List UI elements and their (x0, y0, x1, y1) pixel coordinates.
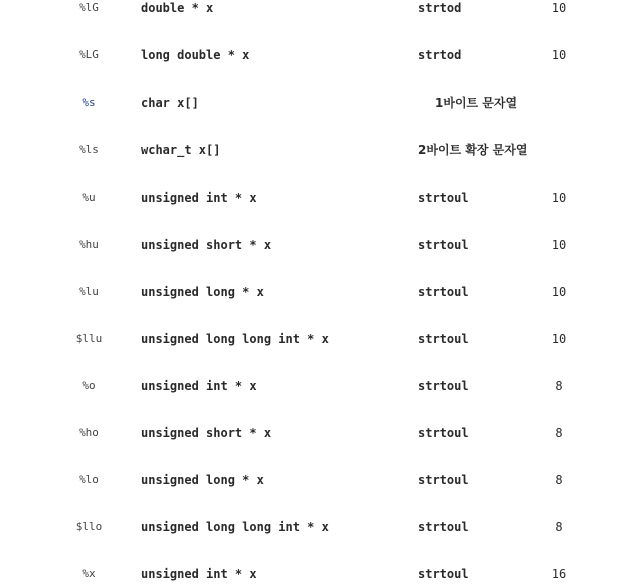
format-specifier: %lo (79, 473, 99, 486)
format-specifier: %ls (79, 143, 99, 156)
numeric-base: 10 (551, 285, 567, 299)
conversion-function: strtod (418, 48, 462, 62)
conversion-function: strtod (418, 1, 462, 15)
conversion-function: 1바이트 문자열 (435, 96, 518, 110)
argument-type: wchar_t x[] (141, 143, 221, 157)
argument-type: unsigned short * x (141, 426, 272, 440)
format-specifier: %s (82, 96, 96, 109)
numeric-base: 10 (551, 48, 567, 62)
format-specifier: %ho (79, 426, 99, 439)
format-specifier: $llo (75, 520, 103, 533)
table-row (0, 516, 625, 538)
table-row (0, 422, 625, 444)
conversion-function: strtoul (418, 567, 469, 581)
format-specifier: %x (82, 567, 96, 580)
argument-type: unsigned int * x (141, 567, 257, 581)
conversion-function: strtoul (418, 379, 469, 393)
conversion-function: strtoul (418, 238, 469, 252)
table-row (0, 44, 625, 66)
argument-type: double * x (141, 1, 214, 15)
format-specifier: %lu (79, 285, 99, 298)
argument-type: unsigned long long int * x (141, 520, 329, 534)
format-specifier: %LG (79, 48, 99, 61)
table-row (0, 563, 625, 585)
numeric-base: 8 (555, 426, 563, 440)
conversion-function: 2바이트 확장 문자열 (418, 143, 528, 157)
table-row (0, 0, 625, 19)
table-row (0, 375, 625, 397)
numeric-base: 8 (555, 473, 563, 487)
argument-type: unsigned int * x (141, 191, 257, 205)
format-specifier: %lG (79, 1, 99, 14)
argument-type: unsigned short * x (141, 238, 272, 252)
argument-type: unsigned long * x (141, 285, 264, 299)
format-specifier: $llu (75, 332, 103, 345)
numeric-base: 10 (551, 1, 567, 15)
numeric-base: 16 (551, 567, 567, 581)
argument-type: unsigned long * x (141, 473, 264, 487)
numeric-base: 8 (555, 520, 563, 534)
numeric-base (530, 139, 588, 161)
argument-type: long double * x (141, 48, 250, 62)
numeric-base: 8 (555, 379, 563, 393)
conversion-function: strtoul (418, 473, 469, 487)
table-row (0, 187, 625, 209)
table-row (0, 139, 625, 161)
format-specifier: %u (82, 191, 96, 204)
argument-type: char x[] (141, 96, 199, 110)
numeric-base (530, 92, 588, 114)
argument-type: unsigned int * x (141, 379, 257, 393)
conversion-function: strtoul (418, 332, 469, 346)
format-specifier: %o (82, 379, 96, 392)
table-row (0, 234, 625, 256)
conversion-function: strtoul (418, 285, 469, 299)
argument-type: unsigned long long int * x (141, 332, 329, 346)
conversion-function: strtoul (418, 426, 469, 440)
table-row (0, 328, 625, 350)
table-row (0, 281, 625, 303)
numeric-base: 10 (551, 332, 567, 346)
table-row (0, 92, 625, 114)
table-row (0, 469, 625, 491)
numeric-base: 10 (551, 191, 567, 205)
numeric-base: 10 (551, 238, 567, 252)
conversion-function: strtoul (418, 191, 469, 205)
format-specifier: %hu (79, 238, 99, 251)
conversion-function: strtoul (418, 520, 469, 534)
